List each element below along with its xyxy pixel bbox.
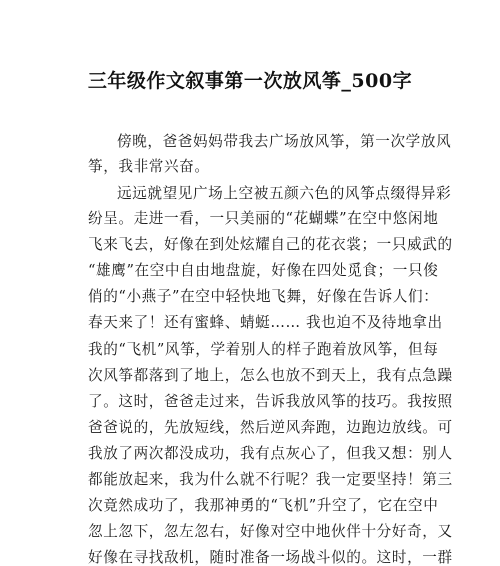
- text-line: 飞来飞去，好像在到处炫耀自己的花衣裳；一只威武的: [88, 236, 453, 253]
- text-line: 次竟然成功了，我那神勇的“飞机”升空了，它在空中: [88, 497, 439, 514]
- text-line: 忽上忽下，忽左忽右，好像对空中地伙伴十分好奇，又: [88, 523, 453, 540]
- text-line: 纷呈。走进一看，一只美丽的“花蝴蝶”在空中悠闲地: [88, 210, 439, 227]
- text-line: 了。这时，爸爸走过来，告诉我放风筝的技巧。我按照: [88, 393, 453, 410]
- text-line: 俏的“小燕子”在空中轻快地飞舞，好像在告诉人们：: [88, 288, 439, 305]
- text-line: 次风筝都落到了地上，怎么也放不到天上，我有点急躁: [88, 367, 453, 384]
- text-line: 春天来了！还有蜜蜂、蜻蜓…… 我也迫不及待地拿出: [88, 314, 443, 331]
- text-line: 爸爸说的，先放短线，然后逆风奔跑，边跑边放线。可: [88, 419, 453, 436]
- text-line: 我放了两次都没成功，我有点灰心了，但我又想：别人: [88, 445, 453, 462]
- text-line: 我的“飞机”风筝，学着别人的样子跑着放风筝，但每: [88, 341, 439, 358]
- text-line: 都能放起来，我为什么就不行呢？我一定要坚持！第三: [88, 471, 453, 488]
- text-line: 傍晚，爸爸妈妈带我去广场放风筝，第一次学放风: [117, 133, 452, 150]
- text-line: 好像在寻找敌机，随时准备一场战斗似的。这时，一群: [88, 549, 453, 566]
- document-title: 三年级作文叙事第一次放风筝_500字: [87, 70, 413, 92]
- text-line: 筝，我非常兴奋。: [88, 158, 210, 175]
- text-line: 远远就望见广场上空被五颜六色的风筝点缀得异彩: [117, 185, 452, 202]
- text-line: “雄鹰”在空中自由地盘旋，好像在四处觅食；一只俊: [88, 262, 439, 279]
